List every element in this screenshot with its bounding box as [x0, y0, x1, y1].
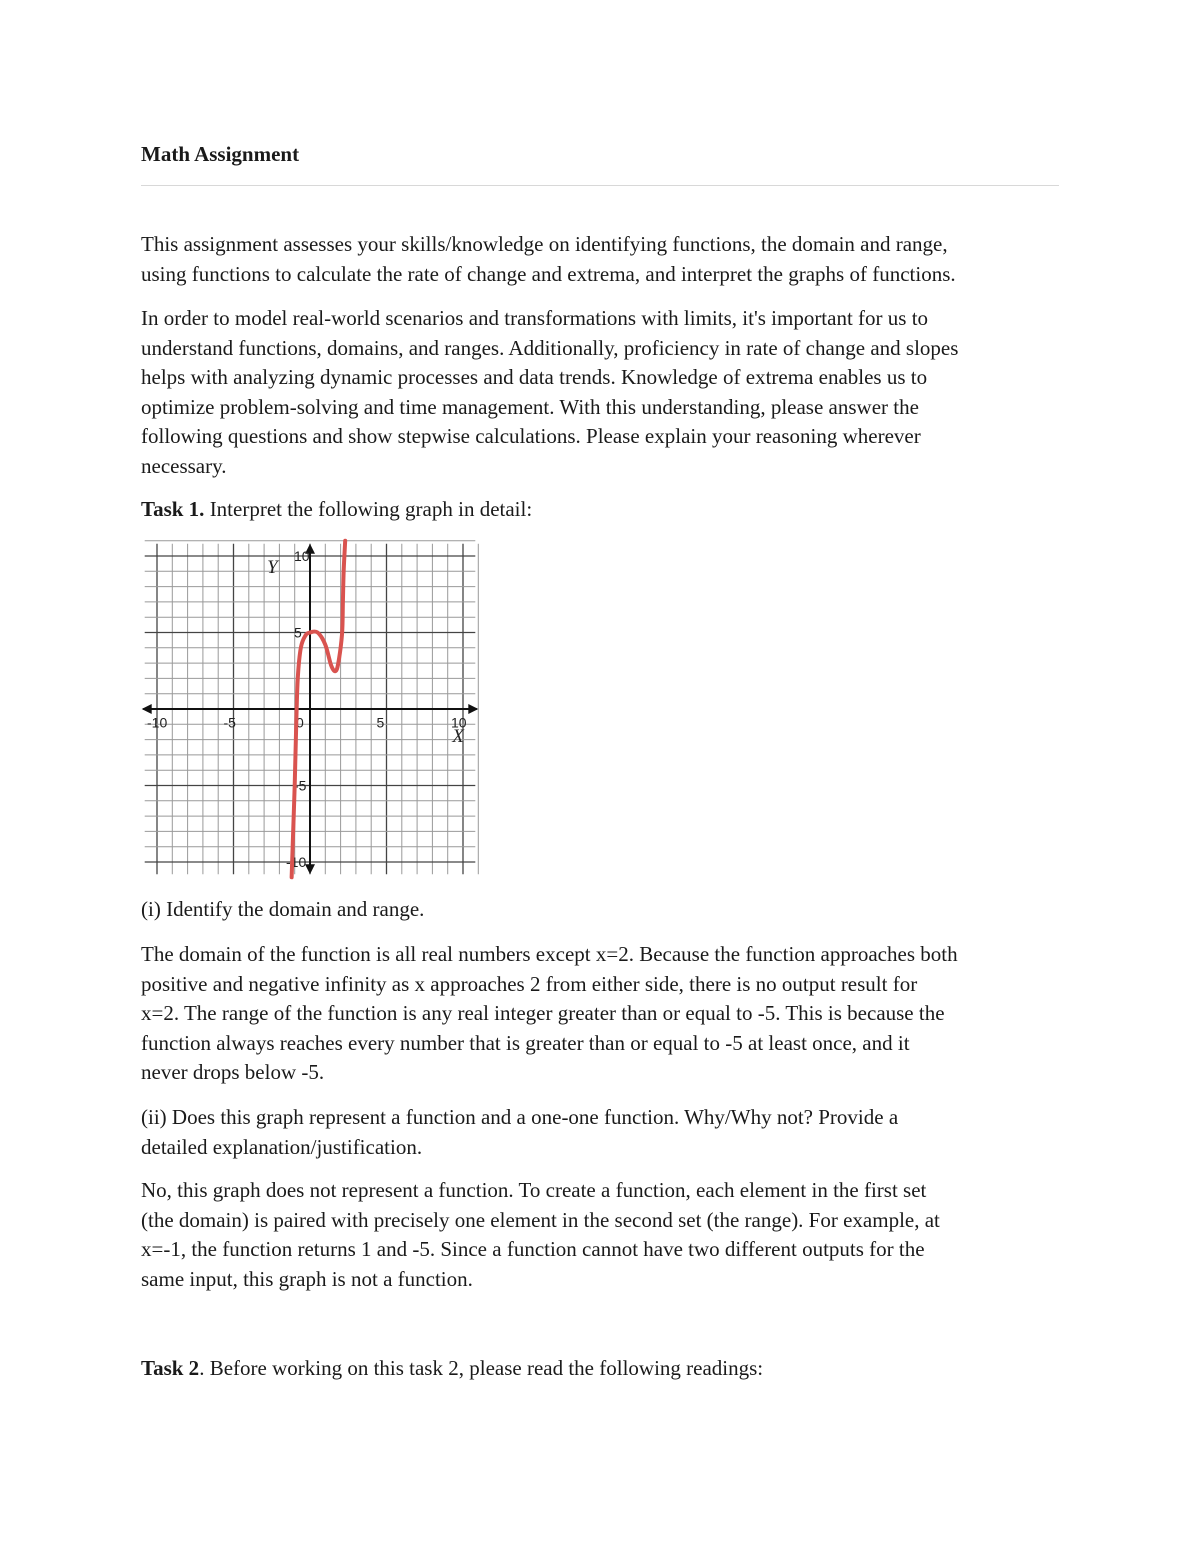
x-axis-left-arrow — [142, 704, 152, 714]
y-axis-label: Y — [267, 556, 278, 578]
y-tick-label: -5 — [294, 777, 307, 794]
text-line: x=-1, the function returns 1 and -5. Since a function cannot have two different outputs for the — [141, 1237, 925, 1261]
x-tick-label: 5 — [376, 714, 385, 731]
x-tick-label: -5 — [223, 714, 236, 731]
intro-paragraph-2 — [141, 304, 1071, 481]
y-tick-label: -10 — [286, 854, 307, 870]
intro-paragraph-1 — [141, 230, 1071, 289]
task2-label: Task 2 — [141, 1356, 200, 1380]
x-tick-label: -10 — [147, 714, 168, 731]
task1-label: Task 1. — [141, 497, 205, 521]
text-line: never drops below -5. — [141, 1060, 325, 1084]
text-line: No, this graph does not represent a function. To create a function, each element in the first set — [141, 1178, 927, 1202]
task2-heading — [141, 1354, 1071, 1384]
x-tick-label: 0 — [296, 714, 304, 731]
task1-text: Interpret the following graph in detail: — [204, 497, 533, 521]
x-tick-label: 10 — [451, 714, 467, 731]
text-line: function always reaches every number that is greater than or equal to -5 at least once, and it — [141, 1030, 910, 1055]
q2-answer — [141, 1176, 1071, 1294]
text-line: using functions to calculate the rate of change and extrema, and interpret the graphs of functions. — [141, 261, 956, 286]
q1-prompt: (i) Identify the domain and range. — [141, 897, 425, 921]
text-line: (ii) Does this graph represent a function and a one-one function. Why/Why not? Provide a — [141, 1105, 899, 1129]
page-title: Math Assignment — [141, 142, 300, 166]
y-axis-down-arrow — [305, 864, 315, 874]
x-axis-right-arrow — [468, 704, 478, 714]
function-graph — [135, 530, 495, 885]
divider — [141, 185, 1059, 186]
x-axis-label: X — [452, 726, 464, 747]
text-line: optimize problem-solving and time management. With this understanding, please answer the — [141, 394, 919, 419]
text-line: same input, this graph is not a function. — [141, 1266, 473, 1291]
text-line: (the domain) is paired with precisely one element in the second set (the range). For example, at — [141, 1207, 940, 1232]
text-line: helps with analyzing dynamic processes and data trends. Knowledge of extrema enables us to — [141, 365, 928, 389]
text-line: following questions and show stepwise calculations. Please explain your reasoning wherever — [141, 424, 921, 448]
q2-prompt — [141, 1103, 1071, 1162]
text-line: In order to model real-world scenarios and transformations with limits, it's important for us to — [141, 306, 929, 330]
text-line: understand functions, domains, and ranges. Additionally, proficiency in rate of change and slopes — [141, 335, 959, 360]
text-line: detailed explanation/justification. — [141, 1134, 423, 1159]
y-tick-label: 10 — [294, 548, 310, 564]
y-tick-label: 5 — [294, 624, 302, 641]
task1-heading — [141, 495, 1071, 525]
text-line: necessary. — [141, 453, 227, 478]
q1-answer — [141, 940, 1071, 1088]
text-line: The domain of the function is all real numbers except x=2. Because the function approaches both — [141, 942, 958, 966]
text-line: x=2. The range of the function is any real integer greater than or equal to -5. This is because the — [141, 1001, 945, 1025]
text-line: This assignment assesses your skills/knowledge on identifying functions, the domain and range, — [141, 232, 948, 256]
task2-text: . Before working on this task 2, please read the following readings: — [199, 1356, 764, 1380]
text-line: positive and negative infinity as x approaches 2 from either side, there is no output result for — [141, 971, 918, 996]
